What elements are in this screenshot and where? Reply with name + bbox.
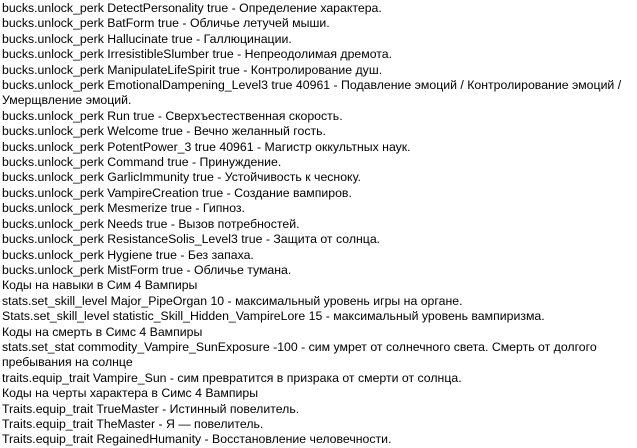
cheat-line: bucks.unlock_perk Needs true - Вызов потребностей. [2,216,300,231]
cheat-line: bucks.unlock_perk ManipulateLifeSpirit true - Контролирование душ. [2,62,383,77]
cheat-line: stats.set_stat commodity_Vampire_SunExposure -100 - сим умрет от солнечного света. Смерть от долгого пребывания на солнце [2,339,597,370]
cheat-line: Traits.equip_trait RegainedHumanity - Восстановление человечности. [2,432,392,447]
cheat-line: Stats.set_skill_level statistic_Skill_Hidden_VampireLore 15 - максимальный уровень вампиризма. [2,309,545,324]
cheat-line: bucks.unlock_perk EmotionalDampening_Level3 true 40961 - Подавление эмоций / Контролирование эмоций / Умерщвление эмоций. [2,78,622,108]
cheat-line: bucks.unlock_perk GarlicImmunity true - Устойчивость к чесноку. [2,170,361,185]
cheat-line: traits.equip_trait Vampire_Sun - сим превратится в призрака от смерти от солнца. [2,370,462,385]
cheat-line: bucks.unlock_perk VampireCreation true - Создание вампиров. [2,185,352,200]
cheat-line: Traits.equip_trait TheMaster - Я — повелитель. [2,416,264,431]
cheat-line: bucks.unlock_perk Command true - Принуждение. [2,155,282,170]
cheat-line: bucks.unlock_perk BatForm true - Обличье летучей мыши. [2,16,330,31]
cheat-line: bucks.unlock_perk Hygiene true - Без запаха. [2,247,254,262]
cheat-line: bucks.unlock_perk Hallucinate true - Галлюцинации. [2,31,292,46]
cheat-line: bucks.unlock_perk ResistanceSolis_Level3 true - Защита от солнца. [2,232,381,247]
section-heading: Коды на смерть в Симс 4 Вампиры [2,324,203,339]
cheat-line: bucks.unlock_perk Mesmerize true - Гипноз. [2,201,245,216]
cheat-line: bucks.unlock_perk DetectPersonality true - Определение характера. [2,1,382,15]
cheat-line: bucks.unlock_perk MistForm true - Обличье тумана. [2,262,292,277]
cheat-line: bucks.unlock_perk Welcome true - Вечно желанный гость. [2,124,326,139]
cheat-line: Traits.equip_trait TrueMaster - Истинный повелитель. [2,401,300,416]
cheat-line: stats.set_skill_level Major_PipeOrgan 10 - максимальный уровень игры на органе. [2,293,463,308]
cheat-line: bucks.unlock_perk Run true - Сверхъестественная скорость. [2,108,343,123]
section-heading: Коды на навыки в Сим 4 Вампиры [2,278,198,293]
cheat-line: bucks.unlock_perk IrresistibleSlumber true - Непреодолимая дремота. [2,47,393,62]
section-heading: Коды на черты характера в Симс 4 Вампиры [2,386,259,401]
cheat-line: bucks.unlock_perk PotentPower_3 true 40961 - Магистр оккультных наук. [2,139,411,154]
